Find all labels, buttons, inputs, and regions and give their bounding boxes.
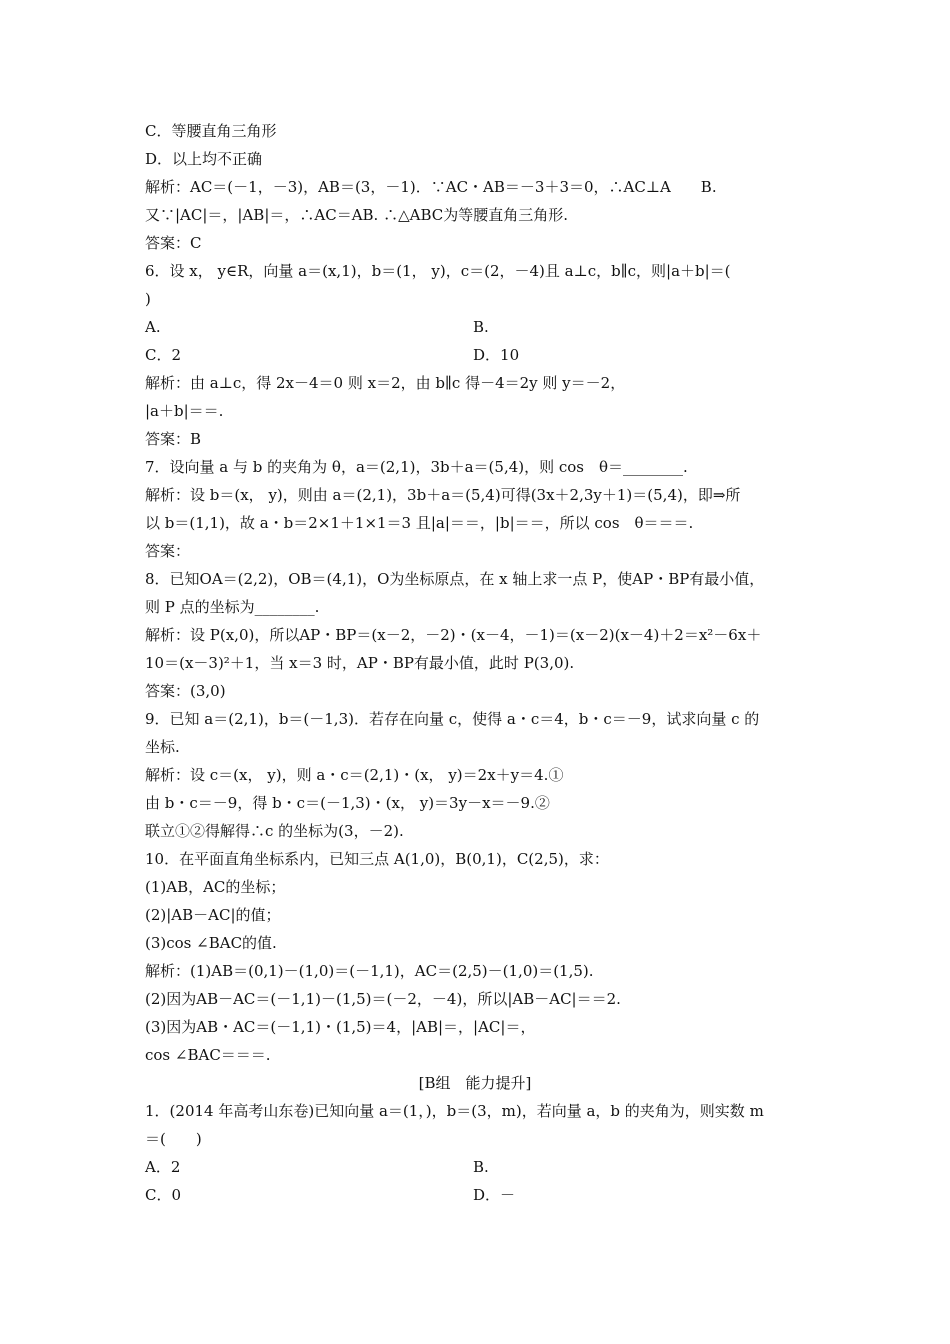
options-row <box>145 317 825 337</box>
solution-line: 解析：设 P(x,0)，所以AP・BP＝(x－2，－2)・(x－4，－1)＝(x－2)(x－4)＋2＝x²－6x＋ <box>145 626 762 644</box>
options-row <box>145 1185 825 1205</box>
answer-line: 答案： <box>145 542 191 560</box>
question-8: 8．已知OA＝(2,2)，OB＝(4,1)，O为坐标原点，在 x 轴上求一点 P，使AP・BP有最小值， <box>145 570 765 588</box>
option-a: A．2 <box>145 1158 181 1176</box>
question-8-cont: 则 P 点的坐标为________. <box>145 598 320 616</box>
solution-line: 解析：AC＝(－1，－3)，AB＝(3，－1)．∵AC・AB＝－3＋3＝0，∴AC⊥A B. <box>145 178 717 196</box>
option-d-line: D．以上均不正确 <box>145 150 263 168</box>
option-a: A. <box>145 318 161 336</box>
option-b: B. <box>473 318 489 336</box>
solution-line: 解析：(1)AB＝(0,1)－(1,0)＝(－1,1)，AC＝(2,5)－(1,0)＝(1,5). <box>145 962 594 980</box>
question-b1: 1．(2014 年高考山东卷)已知向量 a＝(1，)，b＝(3，m)，若向量 a，b 的夹角为，则实数 m <box>145 1102 764 1120</box>
solution-line: (2)因为AB－AC＝(－1,1)－(1,5)＝(－2，－4)，所以|AB－AC|＝＝2. <box>145 990 621 1008</box>
solution-line: 由 b・c＝－9，得 b・c＝(－1,3)・(x， y)＝3y－x＝－9.② <box>145 794 550 812</box>
question-7: 7．设向量 a 与 b 的夹角为 θ，a＝(2,1)，3b＋a＝(5,4)，则 cos θ＝________. <box>145 458 688 476</box>
option-b: B. <box>473 1158 489 1176</box>
answer-line: 答案：C <box>145 234 202 252</box>
question-10-part: (1)AB，AC的坐标； <box>145 878 286 896</box>
question-10: 10．在平面直角坐标系内，已知三点 A(1,0)，B(0,1)，C(2,5)，求： <box>145 850 609 868</box>
option-d: D．10 <box>473 346 520 364</box>
section-heading: [B组 能力提升] <box>418 1074 532 1092</box>
options-row <box>145 1157 825 1177</box>
solution-line: 联立①②得解得∴c 的坐标为(3，－2). <box>145 822 404 840</box>
option-c: C．2 <box>145 346 182 364</box>
question-6: 6．设 x， y∈R，向量 a＝(x,1)，b＝(1， y)，c＝(2，－4)且 a⊥c，b∥c，则|a＋b|＝( <box>145 262 731 280</box>
solution-line: 解析：由 a⊥c，得 2x－4＝0 则 x＝2，由 b∥c 得－4＝2y 则 y＝－2， <box>145 374 626 392</box>
solution-line: cos ∠BAC＝＝＝. <box>145 1046 271 1064</box>
answer-line: 答案：B <box>145 430 202 448</box>
solution-line: 又∵|AC|＝，|AB|＝，∴AC＝AB. ∴△ABC为等腰直角三角形. <box>145 206 568 224</box>
solution-line: 解析：设 c＝(x， y)，则 a・c＝(2,1)・(x， y)＝2x＋y＝4.① <box>145 766 564 784</box>
solution-line: (3)因为AB・AC＝(－1,1)・(1,5)＝4，|AB|＝，|AC|＝， <box>145 1018 536 1036</box>
solution-line: 解析：设 b＝(x， y)，则由 a＝(2,1)，3b＋a＝(5,4)可得(3x＋2,3y＋1)＝(5,4)，即⇒所 <box>145 486 741 504</box>
question-6-paren: ) <box>145 290 151 308</box>
solution-line: |a＋b|＝＝. <box>145 402 224 420</box>
question-9-cont: 坐标. <box>145 738 180 756</box>
question-9: 9．已知 a＝(2,1)，b＝(－1,3)．若存在向量 c，使得 a・c＝4，b・c＝－9，试求向量 c 的 <box>145 710 760 728</box>
option-d: D．－ <box>473 1186 516 1204</box>
option-c-line: C．等腰直角三角形 <box>145 122 277 140</box>
options-row <box>145 345 825 365</box>
option-c: C．0 <box>145 1186 182 1204</box>
answer-line: 答案：(3,0) <box>145 682 226 700</box>
question-10-part: (3)cos ∠BAC的值. <box>145 934 277 952</box>
solution-line: 10＝(x－3)²＋1，当 x＝3 时，AP・BP有最小值，此时 P(3,0). <box>145 654 575 672</box>
solution-line: 以 b＝(1,1)，故 a・b＝2×1＋1×1＝3 且|a|＝＝，|b|＝＝，所以 cos θ＝＝＝. <box>145 514 694 532</box>
question-b1-cont: ＝( ) <box>145 1130 202 1148</box>
question-10-part: (2)|AB－AC|的值； <box>145 906 281 924</box>
